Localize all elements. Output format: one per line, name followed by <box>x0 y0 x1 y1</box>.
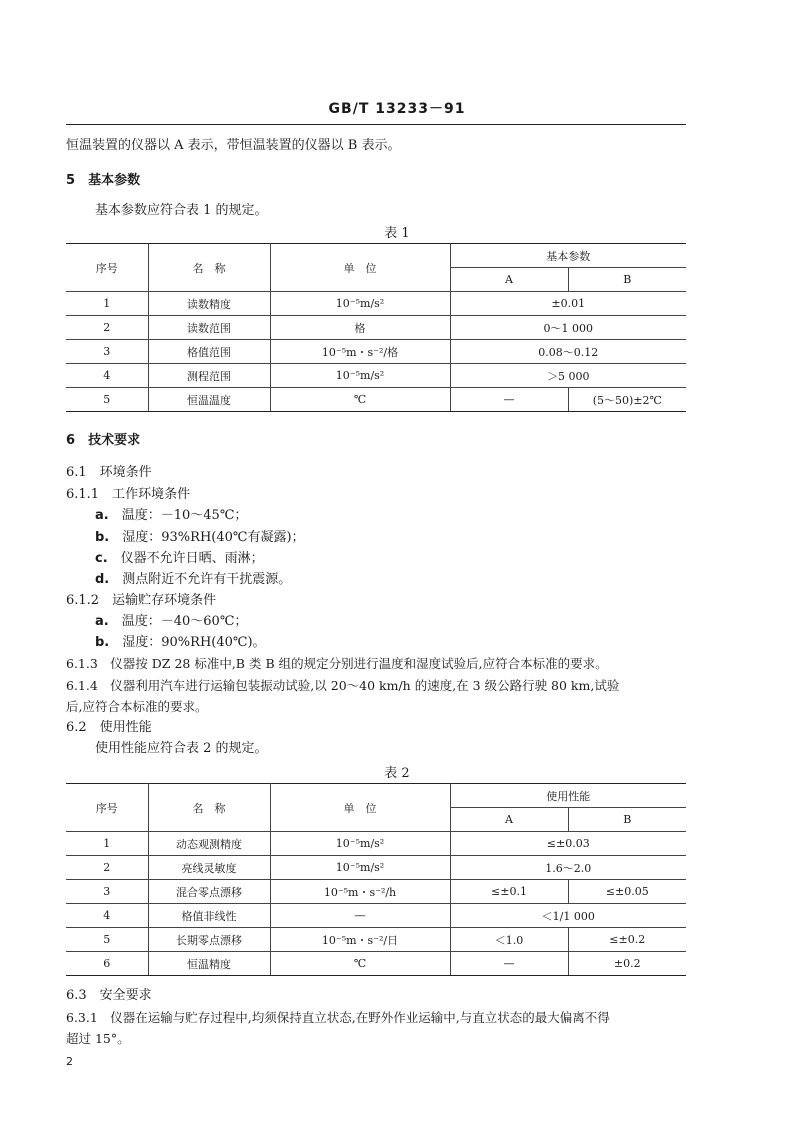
item-label: c. <box>95 551 108 566</box>
cell-unit: 格 <box>270 316 450 340</box>
item-label: a. <box>95 614 109 629</box>
list-item <box>95 571 291 589</box>
cell-value: 0.08～0.12 <box>450 340 686 364</box>
cell-value-a: ≤±0.1 <box>450 880 568 904</box>
t2-head-no: 序号 <box>66 784 148 832</box>
cell-unit: 10⁻⁵m/s² <box>270 856 450 880</box>
item-text: 湿度：90%RH(40℃)。 <box>122 635 266 650</box>
list-item <box>95 529 305 547</box>
t1-head-b: B <box>568 268 686 292</box>
section-5-body: 基本参数应符合表 1 的规定。 <box>95 203 268 218</box>
cell-value-b: ±0.2 <box>568 952 686 976</box>
cell-no: 1 <box>66 292 148 316</box>
table-2 <box>66 783 686 976</box>
cell-value-b: ≤±0.05 <box>568 880 686 904</box>
table-row <box>66 856 686 880</box>
table-row <box>66 928 686 952</box>
cell-name: 格值范围 <box>148 340 270 364</box>
cell-name: 长期零点漂移 <box>148 928 270 952</box>
cell-name: 混合零点漂移 <box>148 880 270 904</box>
table-1 <box>66 243 686 412</box>
section-6-3-1-line2: 超过 15°。 <box>66 1031 130 1046</box>
section-6-1-4-line1: 6.1.4 仪器利用汽车进行运输包装振动试验,以 20～40 km/h 的速度,在 3 级公路行驶 80 km,试验 <box>66 678 620 693</box>
cell-name: 读数范围 <box>148 316 270 340</box>
cell-value-b: (5～50)±2℃ <box>568 388 686 412</box>
cell-value: ＜1/1 000 <box>450 904 686 928</box>
section-6-3-1-line1: 6.3.1 仪器在运输与贮存过程中,均须保持直立状态,在野外作业运输中,与直立状态的最大偏离不得 <box>66 1010 610 1025</box>
table-row <box>66 340 686 364</box>
cell-unit: 10⁻⁵m・s⁻²/h <box>270 880 450 904</box>
section-6-1-4-line2: 后,应符合本标准的要求。 <box>66 699 208 714</box>
cell-unit: 10⁻⁵m・s⁻²/日 <box>270 928 450 952</box>
cell-unit: 10⁻⁵m/s² <box>270 292 450 316</box>
cell-unit: 10⁻⁵m/s² <box>270 364 450 388</box>
table-row <box>66 952 686 976</box>
t1-head-no: 序号 <box>66 244 148 292</box>
table-row <box>66 880 686 904</box>
header-rule <box>66 124 686 125</box>
t2-head-b: B <box>568 808 686 832</box>
t2-head-name: 名 称 <box>148 784 270 832</box>
table-row <box>66 904 686 928</box>
item-text: 温度：－40～60℃； <box>121 614 248 629</box>
cell-no: 4 <box>66 364 148 388</box>
table-row <box>66 292 686 316</box>
section-6-3: 6.3 安全要求 <box>66 988 152 1003</box>
cell-unit: — <box>270 904 450 928</box>
item-text: 测点附近不允许有干扰震源。 <box>122 572 292 587</box>
section-6-1-3: 6.1.3 仪器按 DZ 28 标准中,B 类 B 组的规定分别进行温度和湿度试验后,应符合本标准的要求。 <box>66 656 608 671</box>
item-label: a. <box>95 508 109 523</box>
t1-head-unit: 单 位 <box>270 244 450 292</box>
cell-no: 2 <box>66 856 148 880</box>
table-row <box>66 832 686 856</box>
cell-value: 0～1 000 <box>450 316 686 340</box>
cell-name: 测程范围 <box>148 364 270 388</box>
section-6-1-2: 6.1.2 运输贮存环境条件 <box>66 593 217 608</box>
table-row <box>66 364 686 388</box>
table-row <box>66 316 686 340</box>
cell-no: 5 <box>66 928 148 952</box>
cell-value-a: ＜1.0 <box>450 928 568 952</box>
cell-name: 亮线灵敏度 <box>148 856 270 880</box>
t1-head-group: 基本参数 <box>450 244 686 268</box>
cell-value: ±0.01 <box>450 292 686 316</box>
item-text: 湿度：93%RH(40℃有凝露)； <box>122 530 305 545</box>
item-text: 仪器不允许日晒、雨淋； <box>120 551 264 566</box>
cell-value-b: ≤±0.2 <box>568 928 686 952</box>
cell-name: 读数精度 <box>148 292 270 316</box>
list-item <box>95 613 247 631</box>
t1-head-a: A <box>450 268 568 292</box>
table-2-caption: 表 2 <box>384 766 410 781</box>
t2-head-group: 使用性能 <box>450 784 686 808</box>
cell-name: 恒温精度 <box>148 952 270 976</box>
section-5-number: 5 <box>66 173 76 188</box>
cell-no: 1 <box>66 832 148 856</box>
intro-text: 恒温装置的仪器以 A 表示，带恒温装置的仪器以 B 表示。 <box>66 138 401 153</box>
cell-name: 格值非线性 <box>148 904 270 928</box>
list-item <box>95 634 266 652</box>
cell-name: 动态观测精度 <box>148 832 270 856</box>
section-5-title: 基本参数 <box>88 173 141 188</box>
item-label: b. <box>95 635 110 650</box>
list-item <box>95 550 264 568</box>
cell-value: 1.6～2.0 <box>450 856 686 880</box>
section-6-title: 技术要求 <box>88 433 141 448</box>
table-1-caption: 表 1 <box>384 226 410 241</box>
item-label: d. <box>95 572 110 587</box>
cell-unit: 10⁻⁵m・s⁻²/格 <box>270 340 450 364</box>
item-label: b. <box>95 530 110 545</box>
section-6-2: 6.2 使用性能 <box>66 720 152 735</box>
cell-value-a: — <box>450 388 568 412</box>
section-6-1-1: 6.1.1 工作环境条件 <box>66 487 191 502</box>
section-6-1: 6.1 环境条件 <box>66 465 152 480</box>
cell-value: ＞5 000 <box>450 364 686 388</box>
cell-no: 6 <box>66 952 148 976</box>
cell-unit: 10⁻⁵m/s² <box>270 832 450 856</box>
item-text: 温度：－10～45℃； <box>121 508 248 523</box>
cell-no: 5 <box>66 388 148 412</box>
cell-unit: ℃ <box>270 952 450 976</box>
section-6-heading <box>66 432 140 450</box>
cell-no: 4 <box>66 904 148 928</box>
section-5-heading <box>66 172 140 190</box>
table-row <box>66 388 686 412</box>
t1-head-name: 名 称 <box>148 244 270 292</box>
page-number: 2 <box>66 1055 73 1068</box>
list-item <box>95 507 247 525</box>
section-6-number: 6 <box>66 433 76 448</box>
cell-no: 2 <box>66 316 148 340</box>
cell-value-a: — <box>450 952 568 976</box>
t2-head-a: A <box>450 808 568 832</box>
section-6-2-body: 使用性能应符合表 2 的规定。 <box>95 741 268 756</box>
t2-head-unit: 单 位 <box>270 784 450 832</box>
cell-unit: ℃ <box>270 388 450 412</box>
cell-name: 恒温温度 <box>148 388 270 412</box>
document-header: GB/T 13233－91 <box>328 101 466 117</box>
cell-no: 3 <box>66 340 148 364</box>
cell-no: 3 <box>66 880 148 904</box>
cell-value: ≤±0.03 <box>450 832 686 856</box>
